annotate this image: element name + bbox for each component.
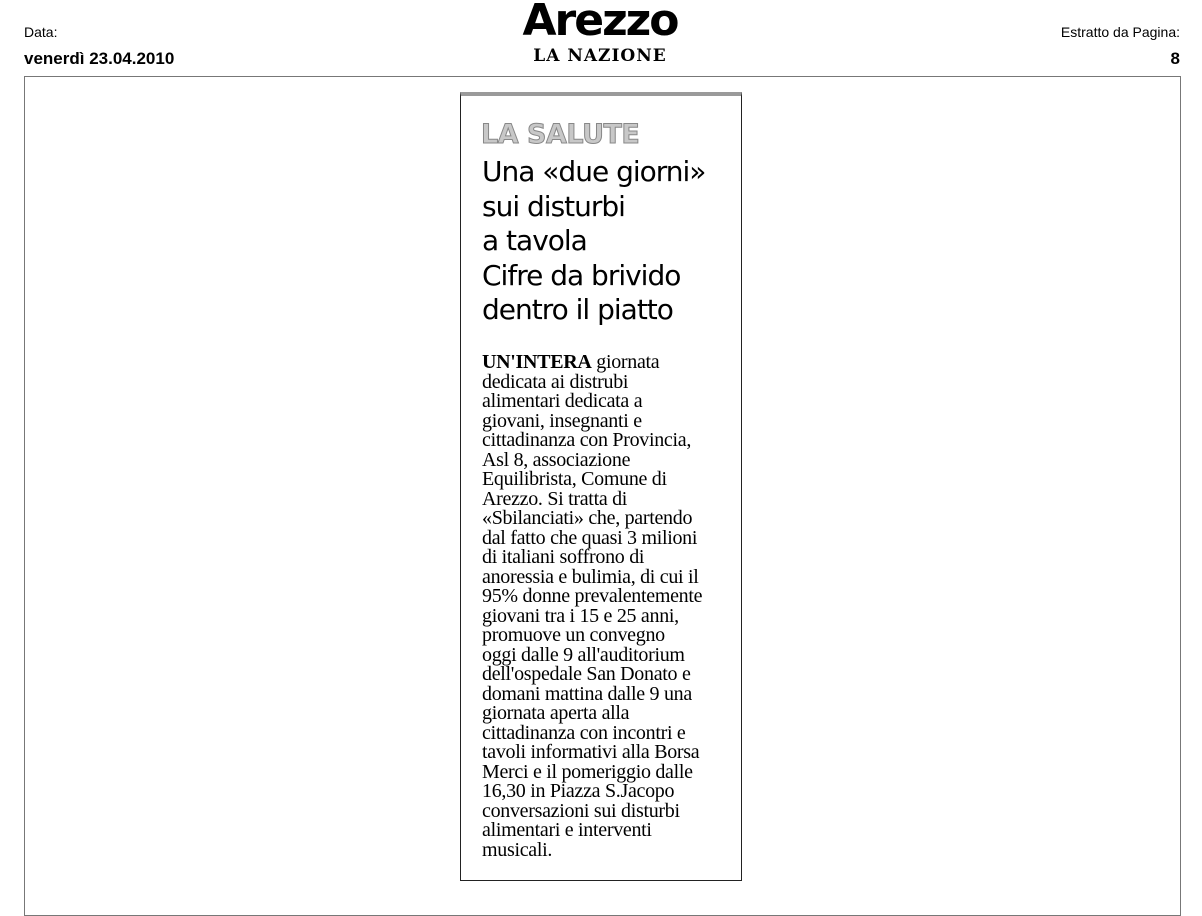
- headline-line: a tavola: [482, 224, 587, 257]
- body-line: di italiani soffrono di: [482, 546, 645, 568]
- body-line: tavoli informativi alla Borsa: [482, 741, 700, 763]
- body-line: [482, 353, 732, 373]
- page-number: 8: [1170, 49, 1180, 68]
- body-line: Equilibrista, Comune di: [482, 468, 667, 490]
- body-line: dell'ospedale San Donato e: [482, 663, 691, 685]
- headline-line: dentro il piatto: [482, 293, 673, 326]
- body-line: 16,30 in Piazza S.Jacopo: [482, 780, 675, 802]
- body-line: giovani, insegnanti e: [482, 409, 642, 432]
- body-line: 95% donne prevalentemente: [482, 585, 703, 607]
- body-line: dedicata ai distrubi: [482, 370, 629, 393]
- lead-word: UN'INTERA: [482, 351, 592, 373]
- body-line: cittadinanza con Provincia,: [482, 429, 692, 451]
- headline-line: sui disturbi: [482, 189, 625, 223]
- body-line: Arezzo. Si tratta di: [482, 487, 628, 510]
- masthead: [480, 0, 720, 66]
- body-line: conversazioni sui disturbi: [482, 799, 680, 822]
- body-line: anoressia e bulimia, di cui il: [482, 565, 699, 588]
- headline-line: Una «due giorni»: [482, 155, 706, 188]
- body-line: giovani tra i 15 e 25 anni,: [482, 604, 679, 627]
- body-line-text: giornata: [591, 351, 660, 373]
- body-line: dal fatto che quasi 3 milioni: [482, 526, 698, 549]
- article-headline: [482, 155, 737, 328]
- body-line: musicali.: [482, 838, 553, 861]
- body-line: promuove un convegno: [482, 624, 665, 646]
- body-line: «Sbilanciati» che, partendo: [482, 507, 693, 529]
- body-line: Merci e il pomeriggio dalle: [482, 760, 693, 783]
- headline-line: Cifre da brivido: [482, 258, 681, 292]
- masthead-city: Arezzo: [522, 0, 678, 46]
- date-value: venerdì 23.04.2010: [24, 49, 175, 68]
- article-clipping: [460, 92, 742, 881]
- body-line: domani mattina dalle 9 una: [482, 682, 692, 705]
- body-line: alimentari e interventi: [482, 819, 652, 841]
- body-line: alimentari dedicata a: [482, 390, 643, 412]
- date-label: Data:: [24, 24, 58, 40]
- body-line: giornata aperta alla: [482, 702, 630, 724]
- article-kicker: LA SALUTE: [481, 119, 640, 150]
- masthead-paper: LA NAZIONE: [533, 46, 667, 66]
- page-label: Estratto da Pagina:: [1060, 24, 1180, 40]
- article-body: [482, 353, 732, 860]
- body-line: cittadinanza con incontri e: [482, 721, 686, 744]
- body-line: oggi dalle 9 all'auditorium: [482, 643, 685, 666]
- body-line: Asl 8, associazione: [482, 448, 631, 471]
